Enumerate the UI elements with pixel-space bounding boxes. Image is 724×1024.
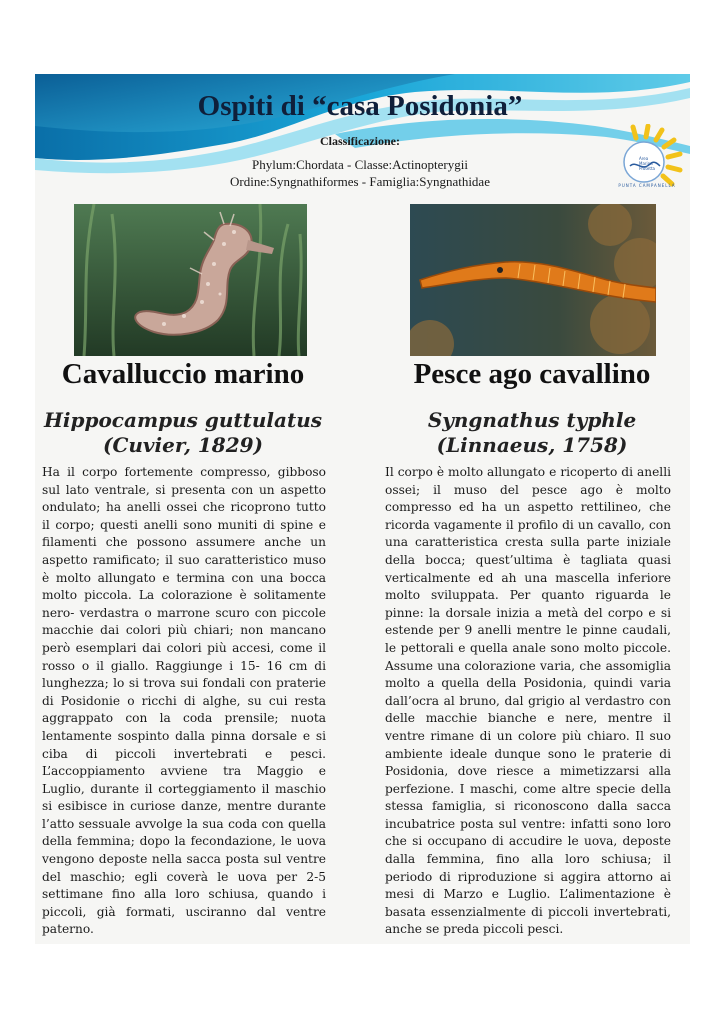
pipefish-author-year: (Linnaeus, 1758) — [436, 433, 628, 457]
page-title: Ospiti di “casa Posidonia” — [197, 90, 523, 122]
logo-ring-text: PUNTA CAMPANELLA — [618, 183, 676, 188]
classification-order-family: Ordine:Syngnathiformes - Famiglia:Syngnathidae — [230, 174, 490, 189]
logo-label-marina: Marina — [639, 161, 653, 166]
pipefish-photo — [410, 204, 656, 356]
pipefish-scientific-name: Syngnathus typhle — [427, 408, 637, 432]
pipefish-common-name: Pesce ago cavallino — [413, 358, 651, 390]
classification-heading: Classificazione: — [320, 134, 400, 148]
seahorse-photo — [74, 204, 307, 356]
pipefish-description: Il corpo è molto allungato e ricoperto di anelli ossei; il muso del pesce ago è molto compresso ed ha un aspetto rettilineo, che ricorda vagamente il profilo di un cavallo, con una caratteristica cresta sulla parte iniziale della bocca; quest’ultima è tagliata quasi verticalmente ed ah una mascella inferiore molto sviluppata. Per quanto riguarda le pinne: la dorsale inizia a metà del corpo e si estende per 9 anelli mentre le pinne caudali, le pettorali e quella anale sono molto piccole. Assume una colorazione varia, che assomiglia molto a quella della Posidonia, quindi varia dall’ocra al bruno, dal grigio al verdastro con delle macchie bianche e nere, mentre il ventre rimane di un colore più chiaro. Il suo ambiente ideale dunque sono le praterie di Posidonia, dove riesce a mimetizzarsi alla perfezione. I maschi, come altre specie della stessa famiglia, si riconoscono dalla sacca incubatrice posta sul ventre: infatti sono loro che si occupano di accudire le uova, deposte dalla femmina, fino alla loro schiusa; il periodo di riproduzione si aggira attorno ai mesi di Marzo e Luglio. L’alimentazione è basata essenzialmente di piccoli invertebrati, anche se preda piccoli pesci. — [385, 465, 671, 937]
classification-phylum-class: Phylum:Chordata - Classe:Actinopterygii — [252, 157, 468, 172]
logo-label-area: Area — [639, 156, 649, 161]
seahorse-author-year: (Cuvier, 1829) — [103, 433, 263, 457]
seahorse-description: Ha il corpo fortemente compresso, gibboso sul lato ventrale, si presenta con un aspetto ondulato; ha anelli ossei che ricoprono tutto il corpo; questi anelli sono muniti di spine e filamenti che possono assumere anche un aspetto ramificato; il suo caratteristico muso è molto allungato e termina con una bocca molto piccola. La colorazione è solitamente nero- verdastra o marrone scuro con piccole macchie dai colori più chiari; non mancano però esemplari dai colori più accesi, come il rosso o il giallo. Raggiunge i 15- 16 cm di lunghezza; lo si trova sui fondali con praterie di Posidonie o ricchi di alghe, su cui resta aggrappato con la coda prensile; nuota lentamente sospinto dalla pinna dorsale e si ciba di piccoli invertebrati e pesci. L’accoppiamento avviene tra Maggio e Luglio, durante il corteggiamento il maschio si esibisce in curiose danze, mentre durante l’atto sessuale avvolge la sua coda con quella della femmina; dopo la fecondazione, le uova vengono deposte nella sacca posta sul ventre del maschio; egli coverà le uova per 2-5 settimane fino alla loro schiusa, quando i piccoli, già formati, usciranno dal ventre paterno. — [42, 465, 326, 937]
seahorse-scientific-name: Hippocampus guttulatus — [44, 408, 322, 432]
logo-label-protetta: Protetta — [639, 166, 655, 171]
seahorse-common-name: Cavalluccio marino — [61, 358, 305, 390]
